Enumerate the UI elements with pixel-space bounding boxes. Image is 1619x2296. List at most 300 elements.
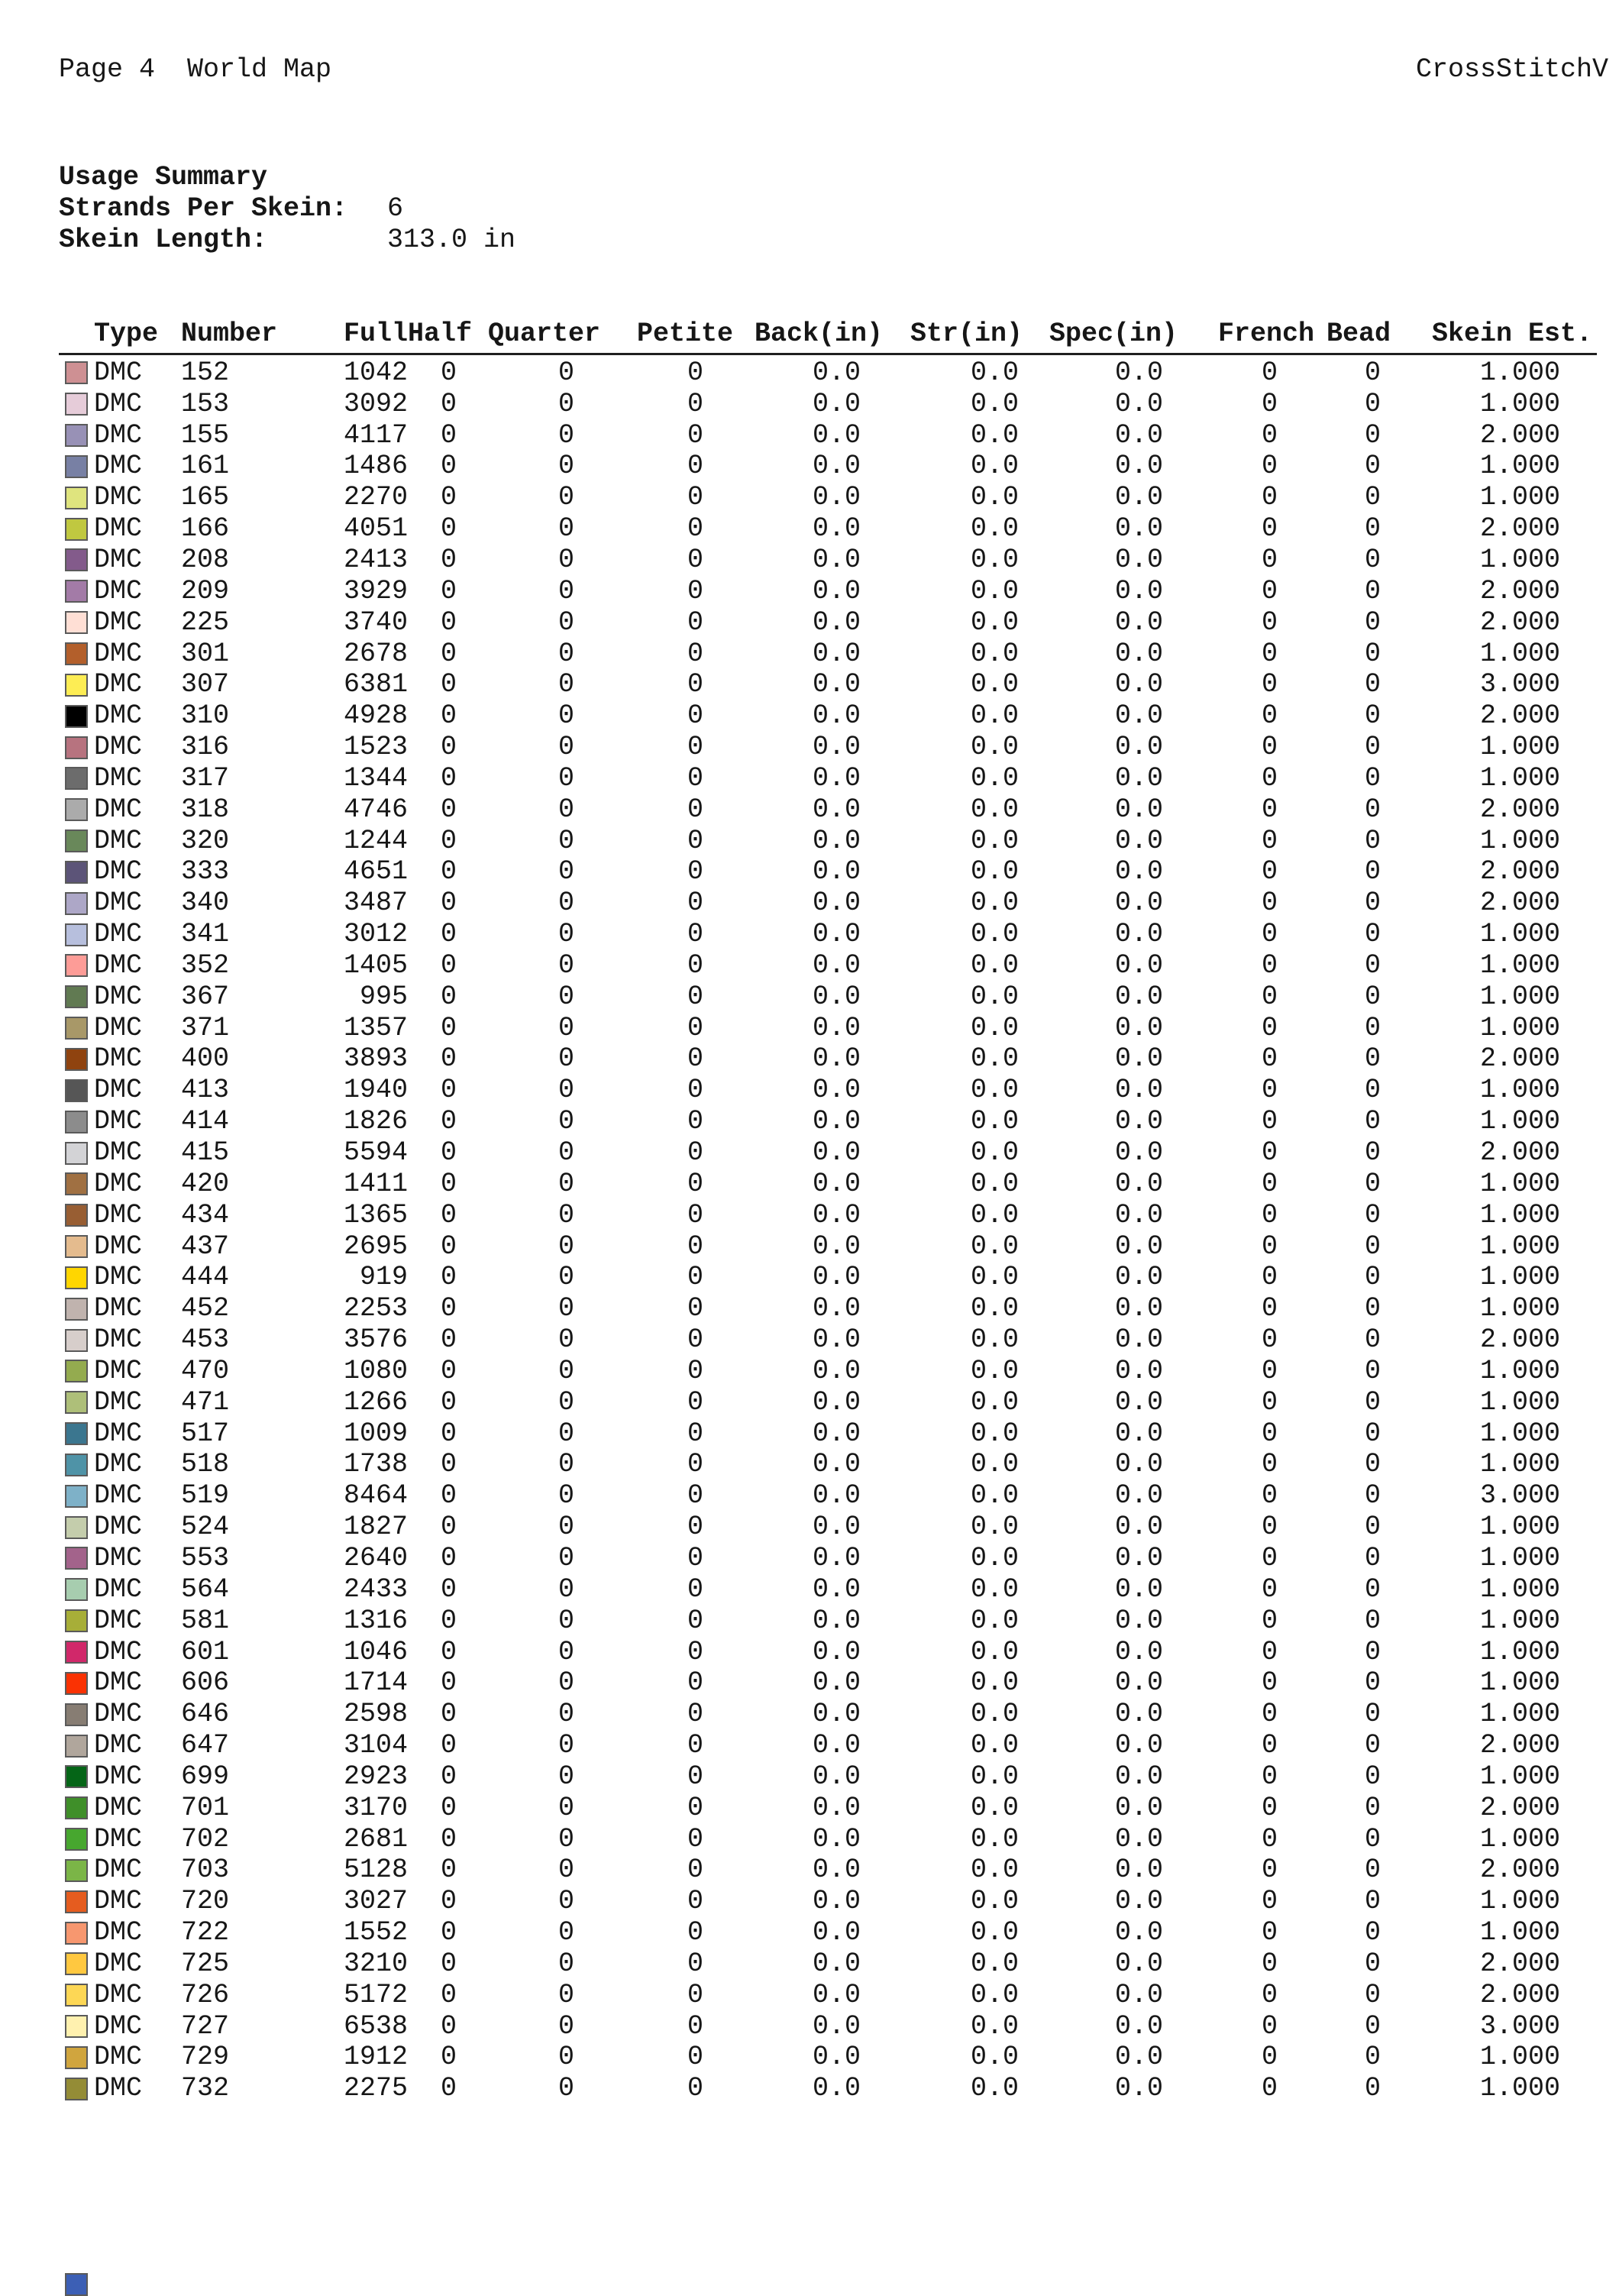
cell-number: 341 [181, 919, 230, 950]
cell-back: 0.0 [812, 949, 861, 981]
color-swatch [65, 1329, 88, 1352]
cell-type: DMC [94, 357, 143, 388]
cell-spec: 0.0 [1114, 1386, 1163, 1418]
cell-skein: 1.000 [1479, 1262, 1560, 1293]
cell-skein: 2.000 [1479, 513, 1560, 545]
cell-number: 301 [181, 638, 230, 669]
cell-petite: 0 [687, 762, 703, 794]
cell-petite: 0 [687, 357, 703, 388]
color-swatch [65, 861, 88, 884]
cell-skein: 1.000 [1479, 451, 1560, 482]
cell-full: 1244 [343, 825, 408, 856]
cell-number: 725 [181, 1948, 230, 1979]
cell-skein: 1.000 [1479, 1386, 1560, 1418]
cell-full: 1042 [343, 357, 408, 388]
cell-french: 0 [1261, 2010, 1278, 2042]
cell-full: 1365 [343, 1199, 408, 1230]
table-row [59, 1761, 1597, 1793]
color-swatch-cell [65, 2078, 88, 2100]
cell-type: DMC [94, 1948, 143, 1979]
table-row [59, 669, 1597, 700]
table-row [59, 1293, 1597, 1324]
cell-str: 0.0 [970, 1823, 1019, 1855]
cell-petite: 0 [687, 1324, 703, 1356]
cell-quarter: 0 [557, 1699, 574, 1730]
cell-type: DMC [94, 1012, 143, 1043]
color-swatch [65, 1796, 88, 1819]
cell-back: 0.0 [812, 1948, 861, 1979]
cell-back: 0.0 [812, 357, 861, 388]
cell-bead: 0 [1364, 1948, 1381, 1979]
cell-str: 0.0 [970, 1855, 1019, 1886]
cell-skein: 1.000 [1479, 1106, 1560, 1137]
cell-bead: 0 [1364, 1230, 1381, 1262]
cell-petite: 0 [687, 1293, 703, 1324]
usage-table [59, 321, 1597, 2104]
cell-full: 2270 [343, 482, 408, 513]
cell-bead: 0 [1364, 1075, 1381, 1106]
cell-french: 0 [1261, 575, 1278, 606]
cell-half: 0 [440, 669, 457, 700]
header-spec-in: Spec(in) [1049, 319, 1178, 349]
cell-type: DMC [94, 419, 143, 451]
cell-spec: 0.0 [1114, 451, 1163, 482]
color-swatch-cell [65, 361, 88, 384]
color-swatch-cell [65, 1079, 88, 1102]
cell-bead: 0 [1364, 513, 1381, 545]
cell-half: 0 [440, 1823, 457, 1855]
cell-petite: 0 [687, 949, 703, 981]
cell-petite: 0 [687, 2073, 703, 2104]
cell-number: 371 [181, 1012, 230, 1043]
table-row [59, 2011, 1597, 2042]
cell-number: 646 [181, 1699, 230, 1730]
cell-french: 0 [1261, 1979, 1278, 2010]
cell-french: 0 [1261, 1418, 1278, 1449]
cell-french: 0 [1261, 1605, 1278, 1636]
cell-half: 0 [440, 513, 457, 545]
cell-bead: 0 [1364, 357, 1381, 388]
cell-spec: 0.0 [1114, 1230, 1163, 1262]
cell-bead: 0 [1364, 1449, 1381, 1480]
cell-half: 0 [440, 1199, 457, 1230]
cell-bead: 0 [1364, 1730, 1381, 1761]
cell-type: DMC [94, 794, 143, 825]
cell-back: 0.0 [812, 2073, 861, 2104]
cell-skein: 2.000 [1479, 794, 1560, 825]
table-row [59, 700, 1597, 732]
cell-back: 0.0 [812, 606, 861, 638]
cell-french: 0 [1261, 919, 1278, 950]
cell-number: 517 [181, 1418, 230, 1449]
cell-type: DMC [94, 575, 143, 606]
cell-bead: 0 [1364, 606, 1381, 638]
cell-number: 564 [181, 1573, 230, 1605]
cell-quarter: 0 [557, 856, 574, 888]
table-row [59, 1106, 1597, 1137]
table-row [59, 1574, 1597, 1606]
cell-french: 0 [1261, 1386, 1278, 1418]
cell-half: 0 [440, 1699, 457, 1730]
cell-bead: 0 [1364, 1480, 1381, 1512]
cell-french: 0 [1261, 1512, 1278, 1543]
cell-half: 0 [440, 1168, 457, 1199]
cell-quarter: 0 [557, 1792, 574, 1823]
cell-back: 0.0 [812, 762, 861, 794]
color-swatch-cell [65, 1298, 88, 1321]
cell-str: 0.0 [970, 1199, 1019, 1230]
cell-french: 0 [1261, 1480, 1278, 1512]
cell-type: DMC [94, 888, 143, 919]
cell-skein: 1.000 [1479, 1075, 1560, 1106]
cell-petite: 0 [687, 1792, 703, 1823]
cell-back: 0.0 [812, 1636, 861, 1667]
cell-back: 0.0 [812, 575, 861, 606]
cell-full: 2640 [343, 1542, 408, 1573]
cell-petite: 0 [687, 1823, 703, 1855]
cell-french: 0 [1261, 1730, 1278, 1761]
cell-quarter: 0 [557, 1823, 574, 1855]
cell-back: 0.0 [812, 388, 861, 419]
cell-spec: 0.0 [1114, 1573, 1163, 1605]
partial-row-swatch [65, 2273, 88, 2296]
cell-type: DMC [94, 1480, 143, 1512]
cell-type: DMC [94, 2042, 143, 2073]
cell-str: 0.0 [970, 1605, 1019, 1636]
cell-quarter: 0 [557, 1480, 574, 1512]
cell-str: 0.0 [970, 1542, 1019, 1573]
cell-str: 0.0 [970, 1137, 1019, 1169]
color-swatch-cell [65, 1765, 88, 1788]
cell-petite: 0 [687, 856, 703, 888]
cell-half: 0 [440, 1979, 457, 2010]
cell-half: 0 [440, 1324, 457, 1356]
cell-skein: 2.000 [1479, 1137, 1560, 1169]
cell-skein: 2.000 [1479, 606, 1560, 638]
color-swatch [65, 642, 88, 665]
color-swatch-cell [65, 985, 88, 1008]
cell-half: 0 [440, 1480, 457, 1512]
cell-petite: 0 [687, 2042, 703, 2073]
cell-quarter: 0 [557, 1386, 574, 1418]
cell-full: 3210 [343, 1948, 408, 1979]
cell-quarter: 0 [557, 1512, 574, 1543]
cell-type: DMC [94, 606, 143, 638]
cell-back: 0.0 [812, 794, 861, 825]
color-swatch [65, 1984, 88, 2007]
cell-spec: 0.0 [1114, 1199, 1163, 1230]
cell-spec: 0.0 [1114, 1886, 1163, 1917]
cell-back: 0.0 [812, 1855, 861, 1886]
cell-number: 699 [181, 1761, 230, 1792]
cell-quarter: 0 [557, 357, 574, 388]
color-swatch [65, 1828, 88, 1851]
header-back-in: Back(in) [754, 319, 883, 349]
color-swatch [65, 1422, 88, 1445]
strands-per-skein-value: 6 [387, 193, 404, 224]
cell-back: 0.0 [812, 1542, 861, 1573]
cell-type: DMC [94, 1542, 143, 1573]
color-swatch-cell [65, 1952, 88, 1975]
table-row [59, 576, 1597, 607]
color-swatch [65, 1922, 88, 1945]
cell-half: 0 [440, 357, 457, 388]
cell-type: DMC [94, 919, 143, 950]
cell-back: 0.0 [812, 1418, 861, 1449]
cell-quarter: 0 [557, 669, 574, 700]
cell-spec: 0.0 [1114, 606, 1163, 638]
cell-half: 0 [440, 2073, 457, 2104]
color-swatch-cell [65, 393, 88, 416]
cell-str: 0.0 [970, 1075, 1019, 1106]
cell-bead: 0 [1364, 1199, 1381, 1230]
cell-str: 0.0 [970, 1917, 1019, 1948]
cell-skein: 1.000 [1479, 1823, 1560, 1855]
cell-type: DMC [94, 1262, 143, 1293]
cell-skein: 1.000 [1479, 388, 1560, 419]
table-body [59, 355, 1597, 2104]
cell-skein: 1.000 [1479, 638, 1560, 669]
cell-full: 1266 [343, 1386, 408, 1418]
cell-spec: 0.0 [1114, 1542, 1163, 1573]
cell-petite: 0 [687, 1230, 703, 1262]
cell-bead: 0 [1364, 1667, 1381, 1699]
color-swatch-cell [65, 1890, 88, 1913]
cell-back: 0.0 [812, 1886, 861, 1917]
cell-bead: 0 [1364, 482, 1381, 513]
cell-bead: 0 [1364, 1137, 1381, 1169]
cell-back: 0.0 [812, 856, 861, 888]
cell-type: DMC [94, 451, 143, 482]
cell-back: 0.0 [812, 513, 861, 545]
cell-skein: 1.000 [1479, 1012, 1560, 1043]
color-swatch [65, 1890, 88, 1913]
cell-half: 0 [440, 1605, 457, 1636]
cell-type: DMC [94, 1355, 143, 1386]
table-row [59, 1169, 1597, 1200]
cell-quarter: 0 [557, 1449, 574, 1480]
cell-type: DMC [94, 1386, 143, 1418]
cell-petite: 0 [687, 669, 703, 700]
cell-quarter: 0 [557, 1886, 574, 1917]
color-swatch [65, 736, 88, 759]
cell-half: 0 [440, 544, 457, 575]
cell-type: DMC [94, 762, 143, 794]
color-swatch [65, 1048, 88, 1071]
cell-type: DMC [94, 1792, 143, 1823]
cell-half: 0 [440, 732, 457, 763]
cell-petite: 0 [687, 1667, 703, 1699]
cell-bead: 0 [1364, 981, 1381, 1012]
color-swatch-cell [65, 1859, 88, 1882]
cell-bead: 0 [1364, 856, 1381, 888]
cell-quarter: 0 [557, 825, 574, 856]
cell-number: 340 [181, 888, 230, 919]
cell-type: DMC [94, 1230, 143, 1262]
cell-french: 0 [1261, 2073, 1278, 2104]
cell-skein: 2.000 [1479, 700, 1560, 732]
cell-str: 0.0 [970, 919, 1019, 950]
cell-half: 0 [440, 1948, 457, 1979]
color-swatch-cell [65, 1984, 88, 2007]
cell-quarter: 0 [557, 1979, 574, 2010]
cell-quarter: 0 [557, 1043, 574, 1075]
cell-petite: 0 [687, 1730, 703, 1761]
cell-back: 0.0 [812, 1230, 861, 1262]
cell-str: 0.0 [970, 1512, 1019, 1543]
cell-type: DMC [94, 1168, 143, 1199]
cell-type: DMC [94, 1886, 143, 1917]
cell-number: 208 [181, 544, 230, 575]
cell-french: 0 [1261, 1043, 1278, 1075]
color-swatch [65, 393, 88, 416]
cell-full: 2413 [343, 544, 408, 575]
cell-half: 0 [440, 2010, 457, 2042]
cell-half: 0 [440, 1418, 457, 1449]
cell-petite: 0 [687, 794, 703, 825]
cell-half: 0 [440, 700, 457, 732]
cell-number: 519 [181, 1480, 230, 1512]
cell-type: DMC [94, 2010, 143, 2042]
cell-half: 0 [440, 1012, 457, 1043]
cell-str: 0.0 [970, 762, 1019, 794]
cell-quarter: 0 [557, 1355, 574, 1386]
cell-half: 0 [440, 888, 457, 919]
color-swatch-cell [65, 954, 88, 977]
cell-full: 2923 [343, 1761, 408, 1792]
cell-skein: 1.000 [1479, 1542, 1560, 1573]
cell-french: 0 [1261, 669, 1278, 700]
cell-number: 333 [181, 856, 230, 888]
cell-quarter: 0 [557, 981, 574, 1012]
cell-french: 0 [1261, 1137, 1278, 1169]
cell-french: 0 [1261, 2042, 1278, 2073]
cell-number: 166 [181, 513, 230, 545]
cell-french: 0 [1261, 451, 1278, 482]
color-swatch [65, 455, 88, 478]
cell-petite: 0 [687, 1573, 703, 1605]
cell-back: 0.0 [812, 1199, 861, 1230]
cell-back: 0.0 [812, 1012, 861, 1043]
cell-bead: 0 [1364, 1699, 1381, 1730]
cell-quarter: 0 [557, 700, 574, 732]
color-swatch [65, 1298, 88, 1321]
cell-skein: 1.000 [1479, 1449, 1560, 1480]
cell-quarter: 0 [557, 1948, 574, 1979]
cell-str: 0.0 [970, 1792, 1019, 1823]
color-swatch [65, 1485, 88, 1508]
cell-quarter: 0 [557, 575, 574, 606]
cell-bead: 0 [1364, 2073, 1381, 2104]
cell-str: 0.0 [970, 1324, 1019, 1356]
cell-petite: 0 [687, 1917, 703, 1948]
table-row [59, 1948, 1597, 1980]
color-swatch [65, 1609, 88, 1632]
cell-half: 0 [440, 1106, 457, 1137]
cell-bead: 0 [1364, 1012, 1381, 1043]
cell-spec: 0.0 [1114, 949, 1163, 981]
cell-number: 352 [181, 949, 230, 981]
cell-half: 0 [440, 1075, 457, 1106]
cell-petite: 0 [687, 419, 703, 451]
color-swatch [65, 767, 88, 790]
cell-french: 0 [1261, 1699, 1278, 1730]
cell-full: 2678 [343, 638, 408, 669]
cell-type: DMC [94, 732, 143, 763]
cell-petite: 0 [687, 981, 703, 1012]
cell-petite: 0 [687, 1636, 703, 1667]
cell-petite: 0 [687, 451, 703, 482]
cell-spec: 0.0 [1114, 1418, 1163, 1449]
cell-french: 0 [1261, 513, 1278, 545]
cell-number: 415 [181, 1137, 230, 1169]
cell-bead: 0 [1364, 1792, 1381, 1823]
cell-skein: 1.000 [1479, 2042, 1560, 2073]
cell-half: 0 [440, 1667, 457, 1699]
cell-bead: 0 [1364, 1979, 1381, 2010]
cell-skein: 1.000 [1479, 981, 1560, 1012]
cell-half: 0 [440, 1355, 457, 1386]
cell-str: 0.0 [970, 606, 1019, 638]
cell-type: DMC [94, 1512, 143, 1543]
table-row [59, 981, 1597, 1013]
table-row [59, 420, 1597, 451]
cell-str: 0.0 [970, 2042, 1019, 2073]
cell-type: DMC [94, 1075, 143, 1106]
cell-str: 0.0 [970, 575, 1019, 606]
cell-skein: 1.000 [1479, 1293, 1560, 1324]
cell-half: 0 [440, 388, 457, 419]
table-row [59, 1699, 1597, 1730]
color-swatch-cell [65, 1360, 88, 1382]
cell-number: 729 [181, 2042, 230, 2073]
color-swatch [65, 1360, 88, 1382]
cell-petite: 0 [687, 1418, 703, 1449]
cell-half: 0 [440, 825, 457, 856]
cell-french: 0 [1261, 1168, 1278, 1199]
cell-petite: 0 [687, 1948, 703, 1979]
cell-french: 0 [1261, 1823, 1278, 1855]
cell-petite: 0 [687, 1043, 703, 1075]
color-swatch [65, 1952, 88, 1975]
cell-petite: 0 [687, 1355, 703, 1386]
cell-french: 0 [1261, 1886, 1278, 1917]
color-swatch [65, 487, 88, 509]
cell-type: DMC [94, 1979, 143, 2010]
color-swatch-cell [65, 1516, 88, 1539]
color-swatch-cell [65, 548, 88, 571]
cell-bead: 0 [1364, 1324, 1381, 1356]
color-swatch [65, 1735, 88, 1758]
cell-type: DMC [94, 1449, 143, 1480]
table-row [59, 888, 1597, 919]
cell-spec: 0.0 [1114, 1730, 1163, 1761]
cell-quarter: 0 [557, 513, 574, 545]
cell-french: 0 [1261, 1948, 1278, 1979]
cell-type: DMC [94, 1730, 143, 1761]
color-swatch-cell [65, 861, 88, 884]
cell-bead: 0 [1364, 1512, 1381, 1543]
header-number: Number [181, 319, 278, 349]
cell-str: 0.0 [970, 482, 1019, 513]
cell-bead: 0 [1364, 1168, 1381, 1199]
table-row [59, 1512, 1597, 1543]
app-name: CrossStitchV [1415, 54, 1608, 85]
cell-bead: 0 [1364, 1355, 1381, 1386]
cell-str: 0.0 [970, 825, 1019, 856]
cell-half: 0 [440, 451, 457, 482]
cell-type: DMC [94, 1106, 143, 1137]
